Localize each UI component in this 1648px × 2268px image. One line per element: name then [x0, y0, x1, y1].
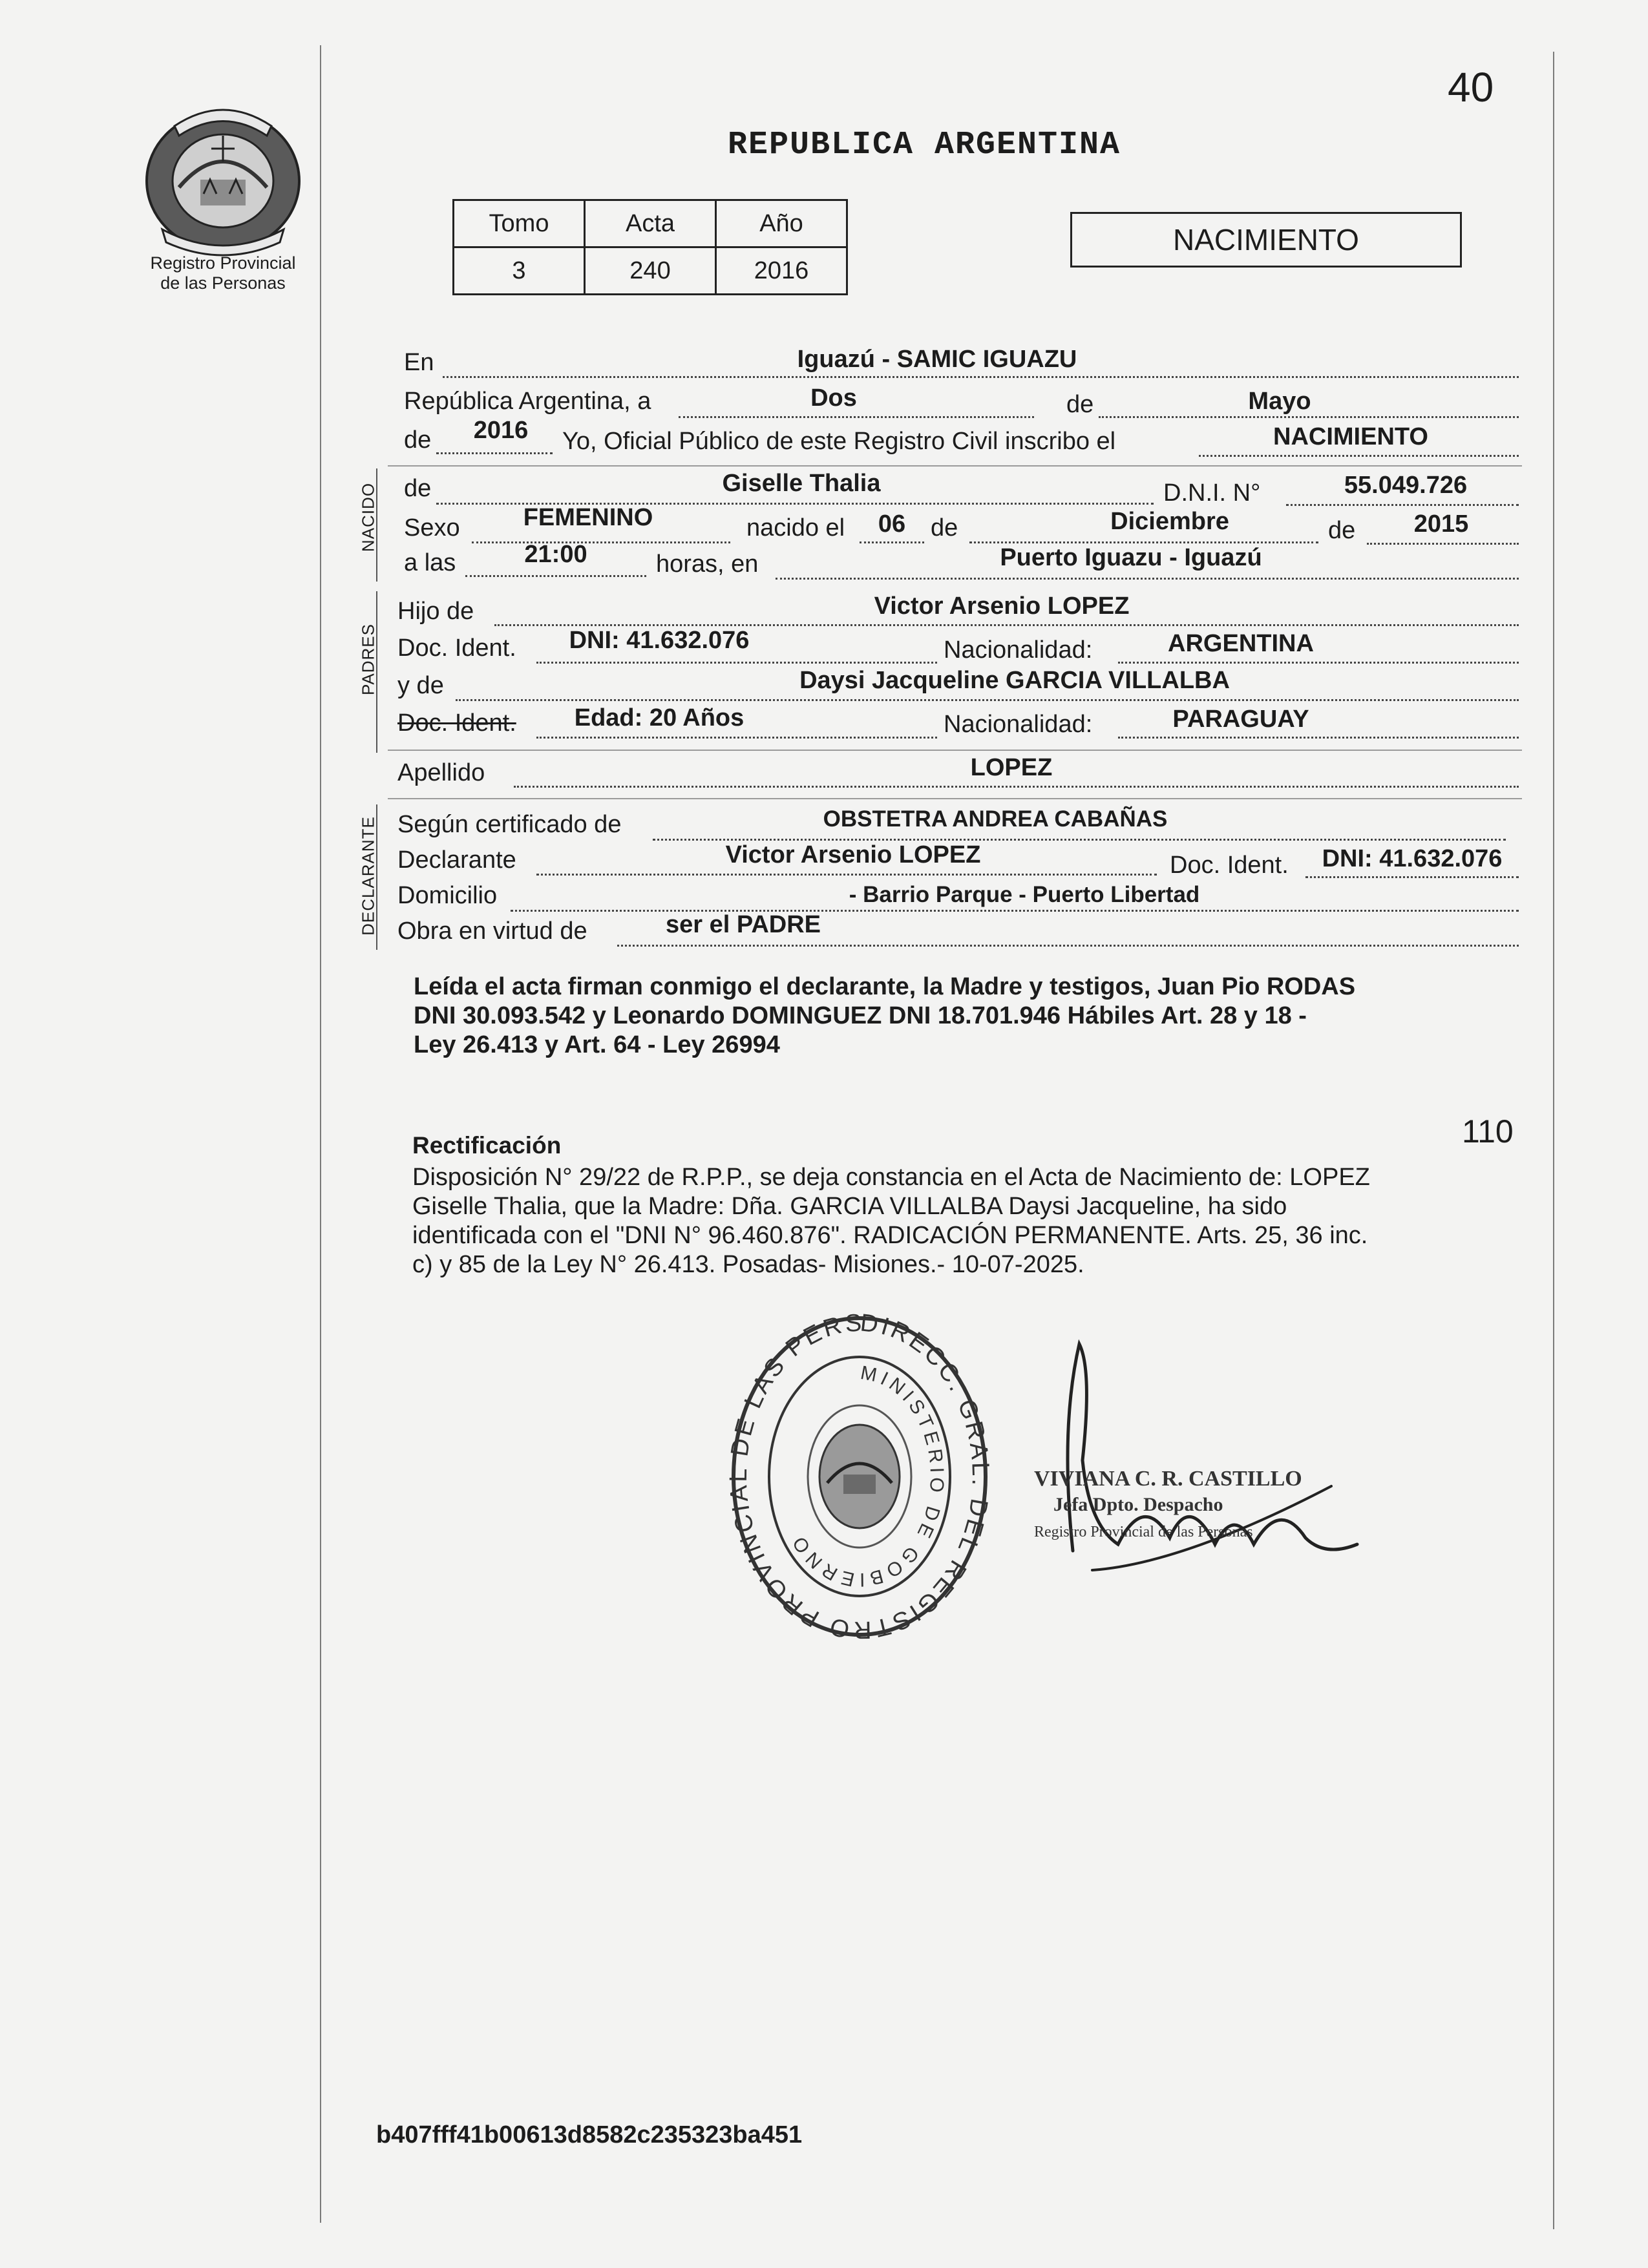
- father-name-value: Victor Arsenio LOPEZ: [874, 593, 1130, 620]
- mother-nat-dotted-line: [1118, 737, 1519, 739]
- anio-header: Año: [716, 200, 847, 247]
- birth-day-value: 06: [878, 510, 906, 538]
- padres-divider: [388, 750, 1522, 751]
- closing-line-1: Leída el acta firman conmigo el declarante, la Madre y testigos, Juan Pio RODAS: [414, 973, 1356, 1000]
- anio-value: 2016: [716, 247, 847, 295]
- signer-office: Registro Provincial de las Personas: [1034, 1524, 1253, 1540]
- apellido-value: LOPEZ: [970, 754, 1053, 781]
- registry-header-row: [454, 200, 847, 247]
- father-doc-label: Doc. Ident.: [397, 635, 516, 662]
- birth-year-dotted-line: [1367, 543, 1519, 545]
- tomo-value: 3: [454, 247, 585, 295]
- apellido-dotted-line: [514, 786, 1519, 788]
- act-type-box: NACIMIENTO: [1070, 212, 1462, 268]
- page-number: 40: [1448, 64, 1494, 110]
- declarante-dotted-line: [536, 874, 1157, 876]
- child-name-value: Giselle Thalia: [722, 470, 881, 497]
- republica-label: República Argentina, a: [404, 388, 651, 415]
- father-dotted-line: [494, 624, 1519, 626]
- dni-value: 55.049.726: [1344, 472, 1468, 499]
- nacido-el-label: nacido el: [746, 514, 845, 541]
- certificado-dotted-line: [653, 839, 1506, 841]
- rectificacion-body: [412, 1163, 1524, 1279]
- nacido-de-label2: de: [931, 514, 958, 541]
- margin-number: 110: [1462, 1113, 1514, 1150]
- registry-caption: [123, 253, 323, 293]
- padres-section-label: PADRES: [358, 624, 378, 695]
- dni-dotted-line: [1286, 504, 1519, 506]
- obra-dotted-line: [617, 945, 1519, 947]
- mother-dotted-line: [456, 699, 1519, 701]
- declarante-name-value: Victor Arsenio LOPEZ: [725, 841, 981, 868]
- rectificacion-line-2: Giselle Thalia, que la Madre: Dña. GARCIA VILLALBA Daysi Jacqueline, ha sido: [412, 1193, 1287, 1220]
- document-hash: b407fff41b00613d8582c235323ba451: [376, 2121, 803, 2148]
- father-doc-value: DNI: 41.632.076: [569, 627, 750, 654]
- de-label: de: [1066, 391, 1094, 418]
- declarante-section-label: DECLARANTE: [358, 816, 378, 936]
- birth-day-dotted-line: [860, 541, 924, 543]
- left-margin-line: [320, 45, 321, 2223]
- domicilio-label: Domicilio: [397, 882, 498, 909]
- handwritten-signature: [1068, 1344, 1357, 1551]
- month-dotted-line: [1099, 416, 1519, 418]
- signer-role: Jefa Dpto. Despacho: [1053, 1494, 1223, 1515]
- obra-label: Obra en virtud de: [397, 918, 587, 945]
- acta-header: Acta: [585, 200, 716, 247]
- rectificacion-title: Rectificación: [412, 1132, 562, 1159]
- hijo-de-label: Hijo de: [397, 598, 474, 625]
- time-dotted-line: [465, 575, 646, 577]
- mother-nationality-value: PARAGUAY: [1172, 706, 1309, 733]
- year-value: 2016: [473, 417, 529, 444]
- segun-label: Según certificado de: [397, 811, 622, 838]
- inscribo-text: Yo, Oficial Público de este Registro Civil inscribo el: [562, 428, 1116, 455]
- father-nationality-value: ARGENTINA: [1168, 630, 1314, 657]
- sexo-label: Sexo: [404, 514, 460, 541]
- year-dotted-line: [436, 452, 553, 454]
- nacido-de-label: de: [404, 475, 432, 502]
- birth-year-value: 2015: [1413, 510, 1469, 538]
- declarante-doc-label: Doc. Ident.: [1170, 852, 1289, 879]
- section-divider: [388, 465, 1522, 467]
- father-nat-dotted-line: [1118, 662, 1519, 664]
- seal-ring-text: DIRECC. GRAL. DEL REGISTRO PROVINCIAL DE LAS PERS: [724, 1309, 995, 1644]
- registry-value-row: [454, 247, 847, 295]
- registry-caption-line1: Registro Provincial: [150, 253, 296, 273]
- document-title: REPUBLICA ARGENTINA: [727, 127, 1121, 163]
- rectificacion-line-4: c) y 85 de la Ley N° 26.413. Posadas- Misiones.- 10-07-2025.: [412, 1251, 1084, 1278]
- apellido-label: Apellido: [397, 759, 485, 786]
- month-value: Mayo: [1248, 388, 1311, 415]
- en-dotted-line: [443, 376, 1519, 378]
- closing-paragraph: [414, 972, 1525, 1060]
- sexo-value: FEMENINO: [523, 504, 653, 531]
- registry-table: [452, 199, 848, 295]
- domicilio-value: - Barrio Parque - Puerto Libertad: [849, 882, 1200, 907]
- nacido-de-label3: de: [1328, 517, 1356, 544]
- father-doc-dotted-line: [536, 662, 937, 664]
- declarante-doc-value: DNI: 41.632.076: [1322, 845, 1503, 872]
- y-de-label: y de: [397, 672, 444, 699]
- registry-caption-line2: de las Personas: [160, 273, 286, 293]
- apellido-divider: [388, 798, 1522, 799]
- de-year-label: de: [404, 426, 432, 454]
- certificado-value: OBSTETRA ANDREA CABAÑAS: [823, 806, 1168, 832]
- acta-value: 240: [585, 247, 716, 295]
- time-value: 21:00: [524, 541, 587, 568]
- declarante-doc-dotted-line: [1305, 876, 1519, 878]
- misiones-coat-of-arms-logo: [139, 97, 307, 258]
- declarante-label: Declarante: [397, 846, 516, 874]
- en-label: En: [404, 349, 434, 376]
- official-seal-stamp: [724, 1305, 995, 1654]
- signer-name: VIVIANA C. R. CASTILLO: [1034, 1467, 1302, 1491]
- rectificacion-line-3: identificada con el "DNI N° 96.460.876". RADICACIÓN PERMANENTE. Arts. 25, 36 inc.: [412, 1222, 1368, 1249]
- father-nacionalidad-label: Nacionalidad:: [944, 636, 1093, 664]
- birth-month-value: Diciembre: [1110, 508, 1229, 535]
- rectificacion-line-1: Disposición N° 29/22 de R.P.P., se deja constancia en el Acta de Nacimiento de: LOPEZ: [412, 1164, 1370, 1191]
- closing-line-3: Ley 26.413 y Art. 64 - Ley 26994: [414, 1031, 780, 1058]
- birth-month-dotted-line: [969, 541, 1318, 543]
- day-value: Dos: [810, 384, 857, 412]
- act-type-value: NACIMIENTO: [1273, 423, 1428, 450]
- seal-inner-text: MINISTERIO DE GOBIERNO: [787, 1362, 948, 1591]
- signature-block: [1021, 1331, 1383, 1602]
- mother-nacionalidad-label: Nacionalidad:: [944, 711, 1093, 738]
- tomo-header: Tomo: [454, 200, 585, 247]
- horas-label: horas, en: [656, 551, 759, 578]
- act-dotted-line: [1199, 455, 1519, 457]
- place-value: Iguazú - SAMIC IGUAZU: [797, 346, 1077, 373]
- closing-line-2: DNI 30.093.542 y Leonardo DOMINGUEZ DNI 18.701.946 Hábiles Art. 28 y 18 -: [414, 1002, 1307, 1029]
- mother-doc-dotted-line: [536, 737, 937, 739]
- mother-doc-value: Edad: 20 Años: [574, 704, 745, 731]
- a-las-label: a las: [404, 549, 456, 576]
- birth-place-value: Puerto Iguazu - Iguazú: [1000, 544, 1262, 571]
- day-dotted-line: [679, 416, 1034, 418]
- birth-place-dotted-line: [776, 578, 1519, 580]
- mother-name-value: Daysi Jacqueline GARCIA VILLALBA: [799, 667, 1230, 694]
- right-margin-line: [1553, 52, 1554, 2229]
- nacido-section-label: NACIDO: [358, 482, 378, 552]
- dni-label: D.N.I. N°: [1163, 479, 1261, 507]
- mother-doc-label: Doc. Ident.: [397, 709, 516, 737]
- obra-value: ser el PADRE: [665, 911, 821, 938]
